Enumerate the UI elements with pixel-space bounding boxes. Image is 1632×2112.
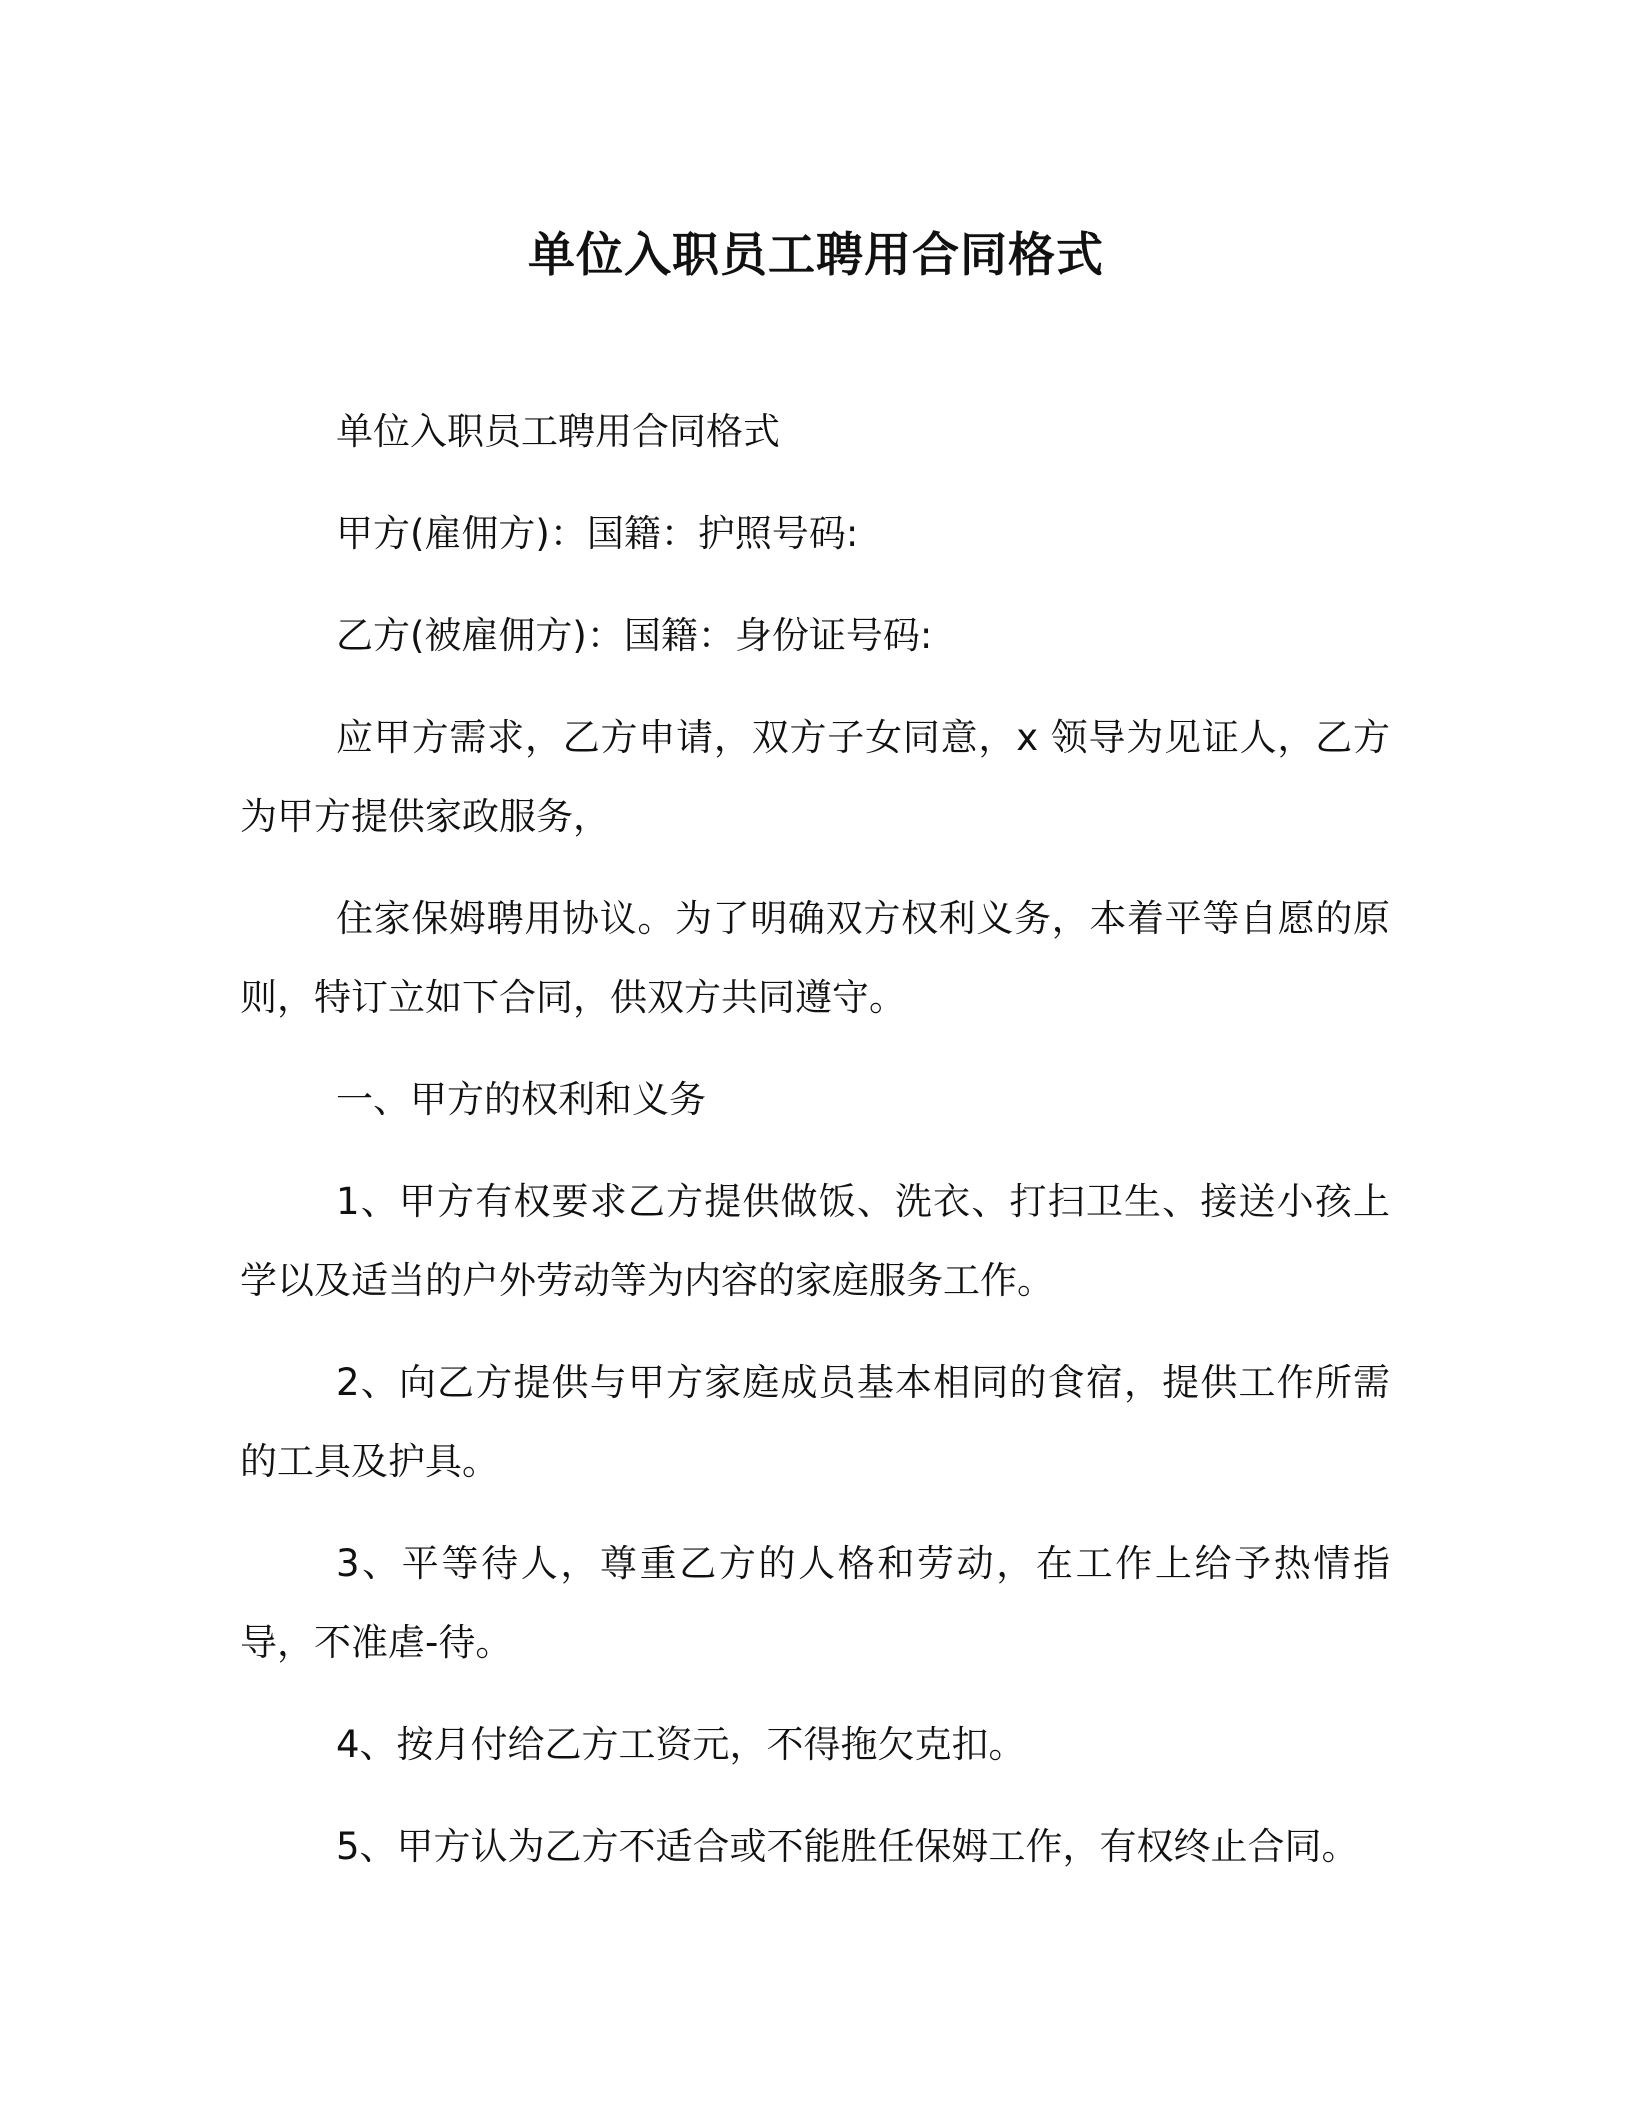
document-title: 单位入职员工聘用合同格式	[528, 228, 1104, 283]
paragraph-preamble: 应甲方需求，乙方申请，双方子女同意，x 领导为见证人，乙方为甲方提供家政服务，	[240, 716, 1390, 838]
paragraph-agreement-purpose: 住家保姆聘用协议。为了明确双方权利义务，本着平等自愿的原则，特订立如下合同，供双方共同遵守。	[240, 897, 1390, 1019]
clause-4: 4、按月付给乙方工资元，不得拖欠克扣。	[336, 1723, 1026, 1766]
document-body	[240, 392, 1390, 1909]
paragraph-subtitle: 单位入职员工聘用合同格式	[336, 410, 780, 453]
paragraph-party-b: 乙方(被雇佣方)：国籍：身份证号码:	[336, 614, 933, 657]
clause-1: 1、甲方有权要求乙方提供做饭、洗衣、打扫卫生、接送小孩上学以及适当的户外劳动等为内容的家庭服务工作。	[240, 1180, 1390, 1302]
section-heading-party-a-rights: 一、甲方的权利和义务	[336, 1078, 706, 1121]
paragraph-party-a: 甲方(雇佣方)：国籍：护照号码:	[336, 512, 859, 555]
clause-5: 5、甲方认为乙方不适合或不能胜任保姆工作，有权终止合同。	[336, 1825, 1359, 1868]
clause-2: 2、向乙方提供与甲方家庭成员基本相同的食宿，提供工作所需的工具及护具。	[240, 1361, 1390, 1483]
clause-3: 3、平等待人，尊重乙方的人格和劳动，在工作上给予热情指导，不准虐-待。	[240, 1542, 1390, 1664]
